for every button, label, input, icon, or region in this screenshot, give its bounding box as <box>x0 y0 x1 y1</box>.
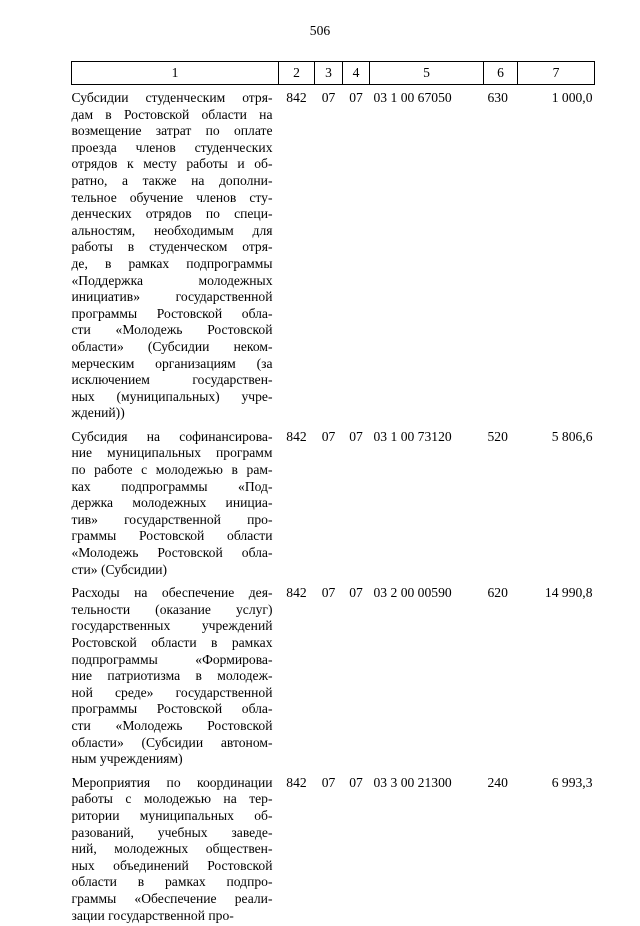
target-article-code: 03 2 00 00590 <box>370 580 484 770</box>
description-line: граммы Ростовской области <box>72 528 273 545</box>
header-cell: 6 <box>484 62 518 85</box>
description-line: зации государственной про- <box>72 908 273 925</box>
description-line: Расходы на обеспечение дея- <box>72 585 273 602</box>
subsection-code: 07 <box>343 85 370 424</box>
table-row <box>72 424 595 580</box>
expense-description <box>72 424 279 580</box>
amount-value: 5 806,6 <box>518 424 595 580</box>
section-code: 07 <box>315 85 343 424</box>
description-line: области» (Субсидии неком- <box>72 339 273 356</box>
table-header-row <box>72 62 595 85</box>
description-line: сти «Молодежь Ростовской <box>72 718 273 735</box>
description-line: программы Ростовской обла- <box>72 701 273 718</box>
subsection-code: 07 <box>343 770 370 926</box>
description-line: держка молодежных инициа- <box>72 495 273 512</box>
table-row <box>72 580 595 770</box>
description-line: денческих отрядов по специ- <box>72 206 273 223</box>
description-line: проезда членов студенческих <box>72 140 273 157</box>
description-line: Субсидия на софинансирова- <box>72 429 273 446</box>
description-line: ние муниципальных программ <box>72 445 273 462</box>
description-line: области» (Субсидии автоном- <box>72 735 273 752</box>
expense-type-code: 630 <box>484 85 518 424</box>
description-line: «Поддержка молодежных <box>72 273 273 290</box>
amount-value: 1 000,0 <box>518 85 595 424</box>
description-line: работы с молодежью на тер- <box>72 791 273 808</box>
description-line: ках подпрограммы «Под- <box>72 479 273 496</box>
description-line: исключением государствен- <box>72 372 273 389</box>
description-line: ратно, а также на дополни- <box>72 173 273 190</box>
description-line: государственных учреждений <box>72 618 273 635</box>
header-cell: 5 <box>370 62 484 85</box>
description-line: «Молодежь Ростовской обла- <box>72 545 273 562</box>
description-line: дам в Ростовской области на <box>72 107 273 124</box>
budget-table <box>71 61 595 926</box>
description-line: по работе с молодежью в рам- <box>72 462 273 479</box>
description-line: де, в рамках подпрограммы <box>72 256 273 273</box>
description-line: программы Ростовской обла- <box>72 306 273 323</box>
header-cell: 3 <box>315 62 343 85</box>
description-line: Мероприятия по координации <box>72 775 273 792</box>
expense-type-code: 620 <box>484 580 518 770</box>
header-cell: 2 <box>279 62 315 85</box>
header-cell: 4 <box>343 62 370 85</box>
description-line: ритории муниципальных об- <box>72 808 273 825</box>
header-cell: 1 <box>72 62 279 85</box>
table-row <box>72 770 595 926</box>
description-line: Субсидии студенческим отря- <box>72 90 273 107</box>
description-line: Ростовской области в рамках <box>72 635 273 652</box>
description-line: тельности (оказание услуг) <box>72 602 273 619</box>
amount-value: 6 993,3 <box>518 770 595 926</box>
section-code: 07 <box>315 770 343 926</box>
description-line: граммы «Обеспечение реали- <box>72 891 273 908</box>
section-code: 07 <box>315 580 343 770</box>
expense-type-code: 520 <box>484 424 518 580</box>
description-line: ных объединений Ростовской <box>72 858 273 875</box>
table-row <box>72 85 595 424</box>
expense-type-code: 240 <box>484 770 518 926</box>
description-line: ных (муниципальных) учре- <box>72 389 273 406</box>
description-line: отрядов к месту работы и об- <box>72 156 273 173</box>
target-article-code: 03 3 00 21300 <box>370 770 484 926</box>
table-body <box>72 85 595 926</box>
description-line: сти» (Субсидии) <box>72 562 273 579</box>
description-line: работы в студенческом отря- <box>72 239 273 256</box>
description-line: инициатив» государственной <box>72 289 273 306</box>
expense-description <box>72 770 279 926</box>
description-line: ние патриотизма в молодеж- <box>72 668 273 685</box>
amount-value: 14 990,8 <box>518 580 595 770</box>
section-code: 07 <box>315 424 343 580</box>
grbs-code: 842 <box>279 580 315 770</box>
grbs-code: 842 <box>279 770 315 926</box>
subsection-code: 07 <box>343 424 370 580</box>
description-line: ным учреждениям) <box>72 751 273 768</box>
grbs-code: 842 <box>279 85 315 424</box>
description-line: мерческим организациям (за <box>72 356 273 373</box>
page-number: 506 <box>0 23 640 39</box>
description-line: разований, учебных заведе- <box>72 825 273 842</box>
expense-description <box>72 85 279 424</box>
description-line: тельное обучение членов сту- <box>72 190 273 207</box>
description-line: области в рамках подпро- <box>72 874 273 891</box>
target-article-code: 03 1 00 67050 <box>370 85 484 424</box>
description-line: ний, молодежных обществен- <box>72 841 273 858</box>
description-line: подпрограммы «Формирова- <box>72 652 273 669</box>
target-article-code: 03 1 00 73120 <box>370 424 484 580</box>
subsection-code: 07 <box>343 580 370 770</box>
grbs-code: 842 <box>279 424 315 580</box>
description-line: сти «Молодежь Ростовской <box>72 322 273 339</box>
expense-description <box>72 580 279 770</box>
description-line: тив» государственной про- <box>72 512 273 529</box>
description-line: ной среде» государственной <box>72 685 273 702</box>
description-line: возмещение затрат по оплате <box>72 123 273 140</box>
description-line: ждений)) <box>72 405 273 422</box>
description-line: альностям, необходимым для <box>72 223 273 240</box>
header-cell: 7 <box>518 62 595 85</box>
